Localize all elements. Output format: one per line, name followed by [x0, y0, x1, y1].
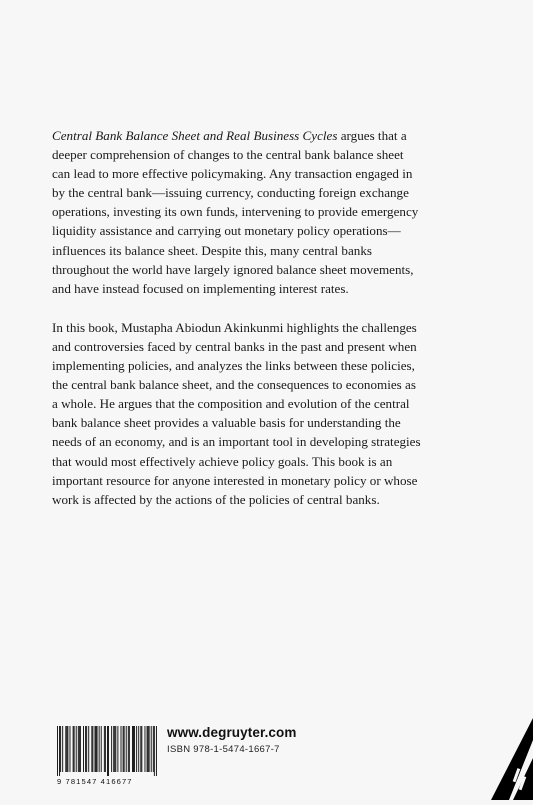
barcode-digits: 9 781547 416677	[57, 777, 133, 786]
barcode-bar	[73, 726, 74, 772]
barcode-bar	[79, 726, 80, 772]
barcode-bar	[59, 726, 60, 776]
barcode-bar	[67, 726, 68, 772]
barcode-bar	[99, 726, 100, 772]
isbn-number: ISBN 978-1-5474-1667-7	[167, 744, 280, 755]
barcode-bar	[129, 726, 130, 772]
barcode-bar	[114, 726, 115, 772]
publisher-website: www.degruyter.com	[167, 725, 297, 740]
barcode-bar	[111, 726, 112, 772]
barcode-bar	[101, 726, 102, 772]
barcode-bar	[104, 726, 105, 772]
barcode-bar	[138, 726, 139, 772]
barcode-bar	[83, 726, 84, 772]
barcode-bar	[154, 726, 155, 776]
barcode-bar	[133, 726, 134, 772]
barcode-bar	[145, 726, 146, 772]
barcode-bar	[88, 726, 89, 772]
barcode-bar	[86, 726, 87, 772]
barcode-bar	[92, 726, 93, 772]
barcode-bar	[149, 726, 150, 772]
barcode-bar	[147, 726, 148, 772]
barcode-bar	[134, 726, 135, 772]
barcode-bar	[107, 726, 108, 776]
barcode-bar	[105, 726, 106, 772]
barcode-bar	[97, 726, 98, 772]
barcode-bar	[70, 726, 71, 772]
barcode-bar	[117, 726, 118, 772]
barcode-bar	[140, 726, 141, 772]
barcode-bar	[148, 726, 149, 772]
barcode-bar	[115, 726, 116, 772]
barcode-bars	[57, 726, 157, 776]
barcode-bar	[96, 726, 97, 772]
barcode-bar	[153, 726, 154, 772]
barcode-bar	[108, 726, 109, 776]
barcode-bar	[156, 726, 157, 776]
barcode-bar	[113, 726, 114, 772]
description-paragraph-1-text: argues that a deeper comprehension of changes to the central bank balance sheet can lead to more effective policymaking. Any transaction engaged in by the central bank—issuing currency, conducting foreign exchange operations, investing its own funds, intervening to provide emergency liquidity assistance and carrying out monetary policy operations—influences its balance sheet. Despite this, many central banks throughout the world have largely ignored balance sheet movements, and have instead focused on implementing interest rates.	[52, 128, 419, 296]
barcode-bar	[85, 726, 86, 772]
barcode-bar	[65, 726, 66, 772]
description-paragraph-2: In this book, Mustapha Abiodun Akinkunmi highlights the challenges and controversies faced by central banks in the past and present when implementing policies, and analyzes the links between these policies, the central bank balance sheet, and the consequences to economies as a whole. He argues that the composition and evolution of the central bank balance sheet provides a valuable basis for understanding the needs of an economy, and is an important tool in developing strategies that would most effectively achieve policy goals. This book is an important resource for anyone interested in monetary policy or whose work is affected by the actions of the policies of central banks.	[52, 319, 421, 507]
barcode-bar	[136, 726, 137, 772]
barcode-bar	[62, 726, 63, 772]
barcode-bar	[95, 726, 96, 772]
barcode-bar	[121, 726, 122, 772]
barcode-bar	[124, 726, 125, 772]
barcode-bar	[57, 726, 58, 776]
barcode-bar	[60, 726, 61, 772]
description-paragraph-1	[52, 126, 424, 298]
barcode	[57, 726, 157, 776]
barcode-bar	[141, 726, 142, 772]
publisher-logo-icon	[471, 718, 533, 800]
barcode-bar	[76, 726, 77, 772]
barcode-bar	[126, 726, 127, 772]
barcode-bar	[132, 726, 133, 772]
barcode-bar	[66, 726, 67, 772]
book-title: Central Bank Balance Sheet and Real Business Cycles	[52, 128, 338, 143]
barcode-bar	[123, 726, 124, 772]
book-description	[52, 126, 424, 509]
barcode-bar	[74, 726, 75, 772]
barcode-bar	[78, 726, 79, 772]
barcode-bar	[151, 726, 152, 772]
barcode-bar	[91, 726, 92, 772]
barcode-bar	[80, 726, 81, 772]
barcode-bar	[128, 726, 129, 772]
